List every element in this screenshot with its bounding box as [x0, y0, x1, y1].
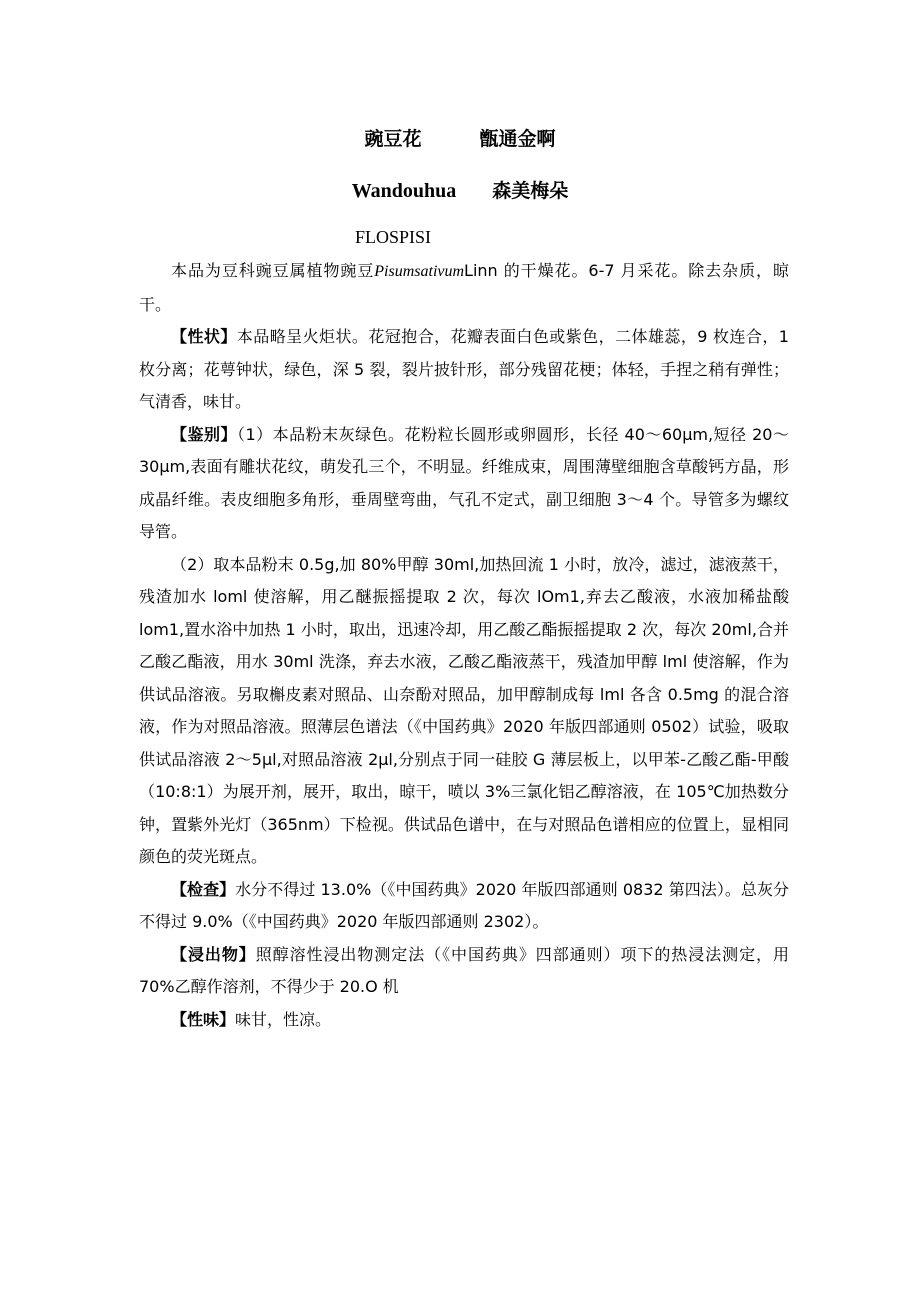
section-xingwei: 【性味】味甘，性凉。 — [171, 1009, 332, 1029]
pinyin-title: Wandouhua — [351, 180, 457, 202]
section-label: 【浸出物】 — [171, 944, 256, 964]
section-xingzhuang: 【性状】本品略呈火炬状。花冠抱合，花瓣表面白色或紫色，二体雄蕊，9 枚连合，1 枚分离；花萼钟状，绿色，深 5 裂，裂片披针形，部分残留花梗；体轻，手捏之稍有弹性；气清香，味甘。 — [139, 327, 789, 411]
species-name: Pisumsativum — [374, 263, 465, 280]
section-jianbie-2: （2）取本品粉末 0.5g,加 80%甲醇 30ml,加热回流 1 小时，放冷，滤过，滤液蒸干，残渣加水 loml 使溶解，用乙醚振摇提取 2 次，每次 lOm1,弃去乙酸液，水液加稀盐酸 lom1,置水浴中加热 1 小时，取出，迅速冷却，用乙酸乙酯振摇提取 2 次，每次 20ml,合并乙酸乙酯液，用水 30ml 洗涤，弃去水液，乙酸乙酯液蒸干，残渣加甲醇 lml 使溶解，作为供试品溶液。另取槲皮素对照品、山奈酚对照品，加甲醇制成每 lml 各含 0.5mg 的混合溶液，作为对照品溶液。照薄层色谱法（《中国药典》2020 年版四部通则 0502）试验，吸取供试品溶液 2～5μl,对照品溶液 2μl,分别点于同一硅胶 G 薄层板上，以甲苯-乙酸乙酯-甲酸（10:8:1）为展开剂，展开，取出，晾干，喷以 3%三氯化铝乙醇溶液，在 105℃加热数分钟，置紫外光灯（365nm）下检视。供试品色谱中，在与对照品色谱相应的位置上，显相同颜色的荧光斑点。 — [139, 554, 789, 866]
intro-paragraph: 本品为豆科豌豆属植物豌豆PisumsativumLinn 的干燥花。6-7 月采花。除去杂质，晾干。 — [139, 261, 789, 314]
chinese-title-secondary: 甑通金啊 — [479, 128, 556, 150]
section-jinchuwu: 【浸出物】照醇溶性浸出物测定法（《中国药典》四部通则）项下的热浸法测定，用 70%乙醇作溶剂，不得少于 20.O 机 — [139, 944, 789, 996]
section-jiancha: 【检查】水分不得过 13.0%（《中国药典》2020 年版四部通则 0832 第四法）。总灰分不得过 9.0%（《中国药典》2020 年版四部通则 2302）。 — [139, 879, 789, 931]
pinyin-title-row — [0, 176, 920, 203]
section-label: 【性状】 — [171, 327, 237, 346]
section-label: 【鉴别】 — [171, 424, 237, 444]
chinese-title: 豌豆花 — [364, 128, 422, 150]
monograph-body — [139, 255, 789, 1036]
pinyin-title-secondary: 森美梅朵 — [492, 180, 569, 202]
section-label: 【检查】 — [171, 879, 236, 899]
latin-name: FLOSPISI — [355, 227, 432, 247]
chinese-title-row — [0, 124, 920, 151]
section-jianbie-1: 【鉴别】（1）本品粉末灰绿色。花粉粒长圆形或卵圆形，长径 40～60μm,短径 20～30μm,表面有雕状花纹，萌发孔三个，不明显。纤维成束，周围薄壁细胞含草酸钙方晶，形成晶纤维。表皮细胞多角形，垂周壁弯曲，气孔不定式，副卫细胞 3～4 个。导管多为螺纹导管。 — [139, 424, 789, 541]
section-label: 【性味】 — [171, 1009, 236, 1029]
